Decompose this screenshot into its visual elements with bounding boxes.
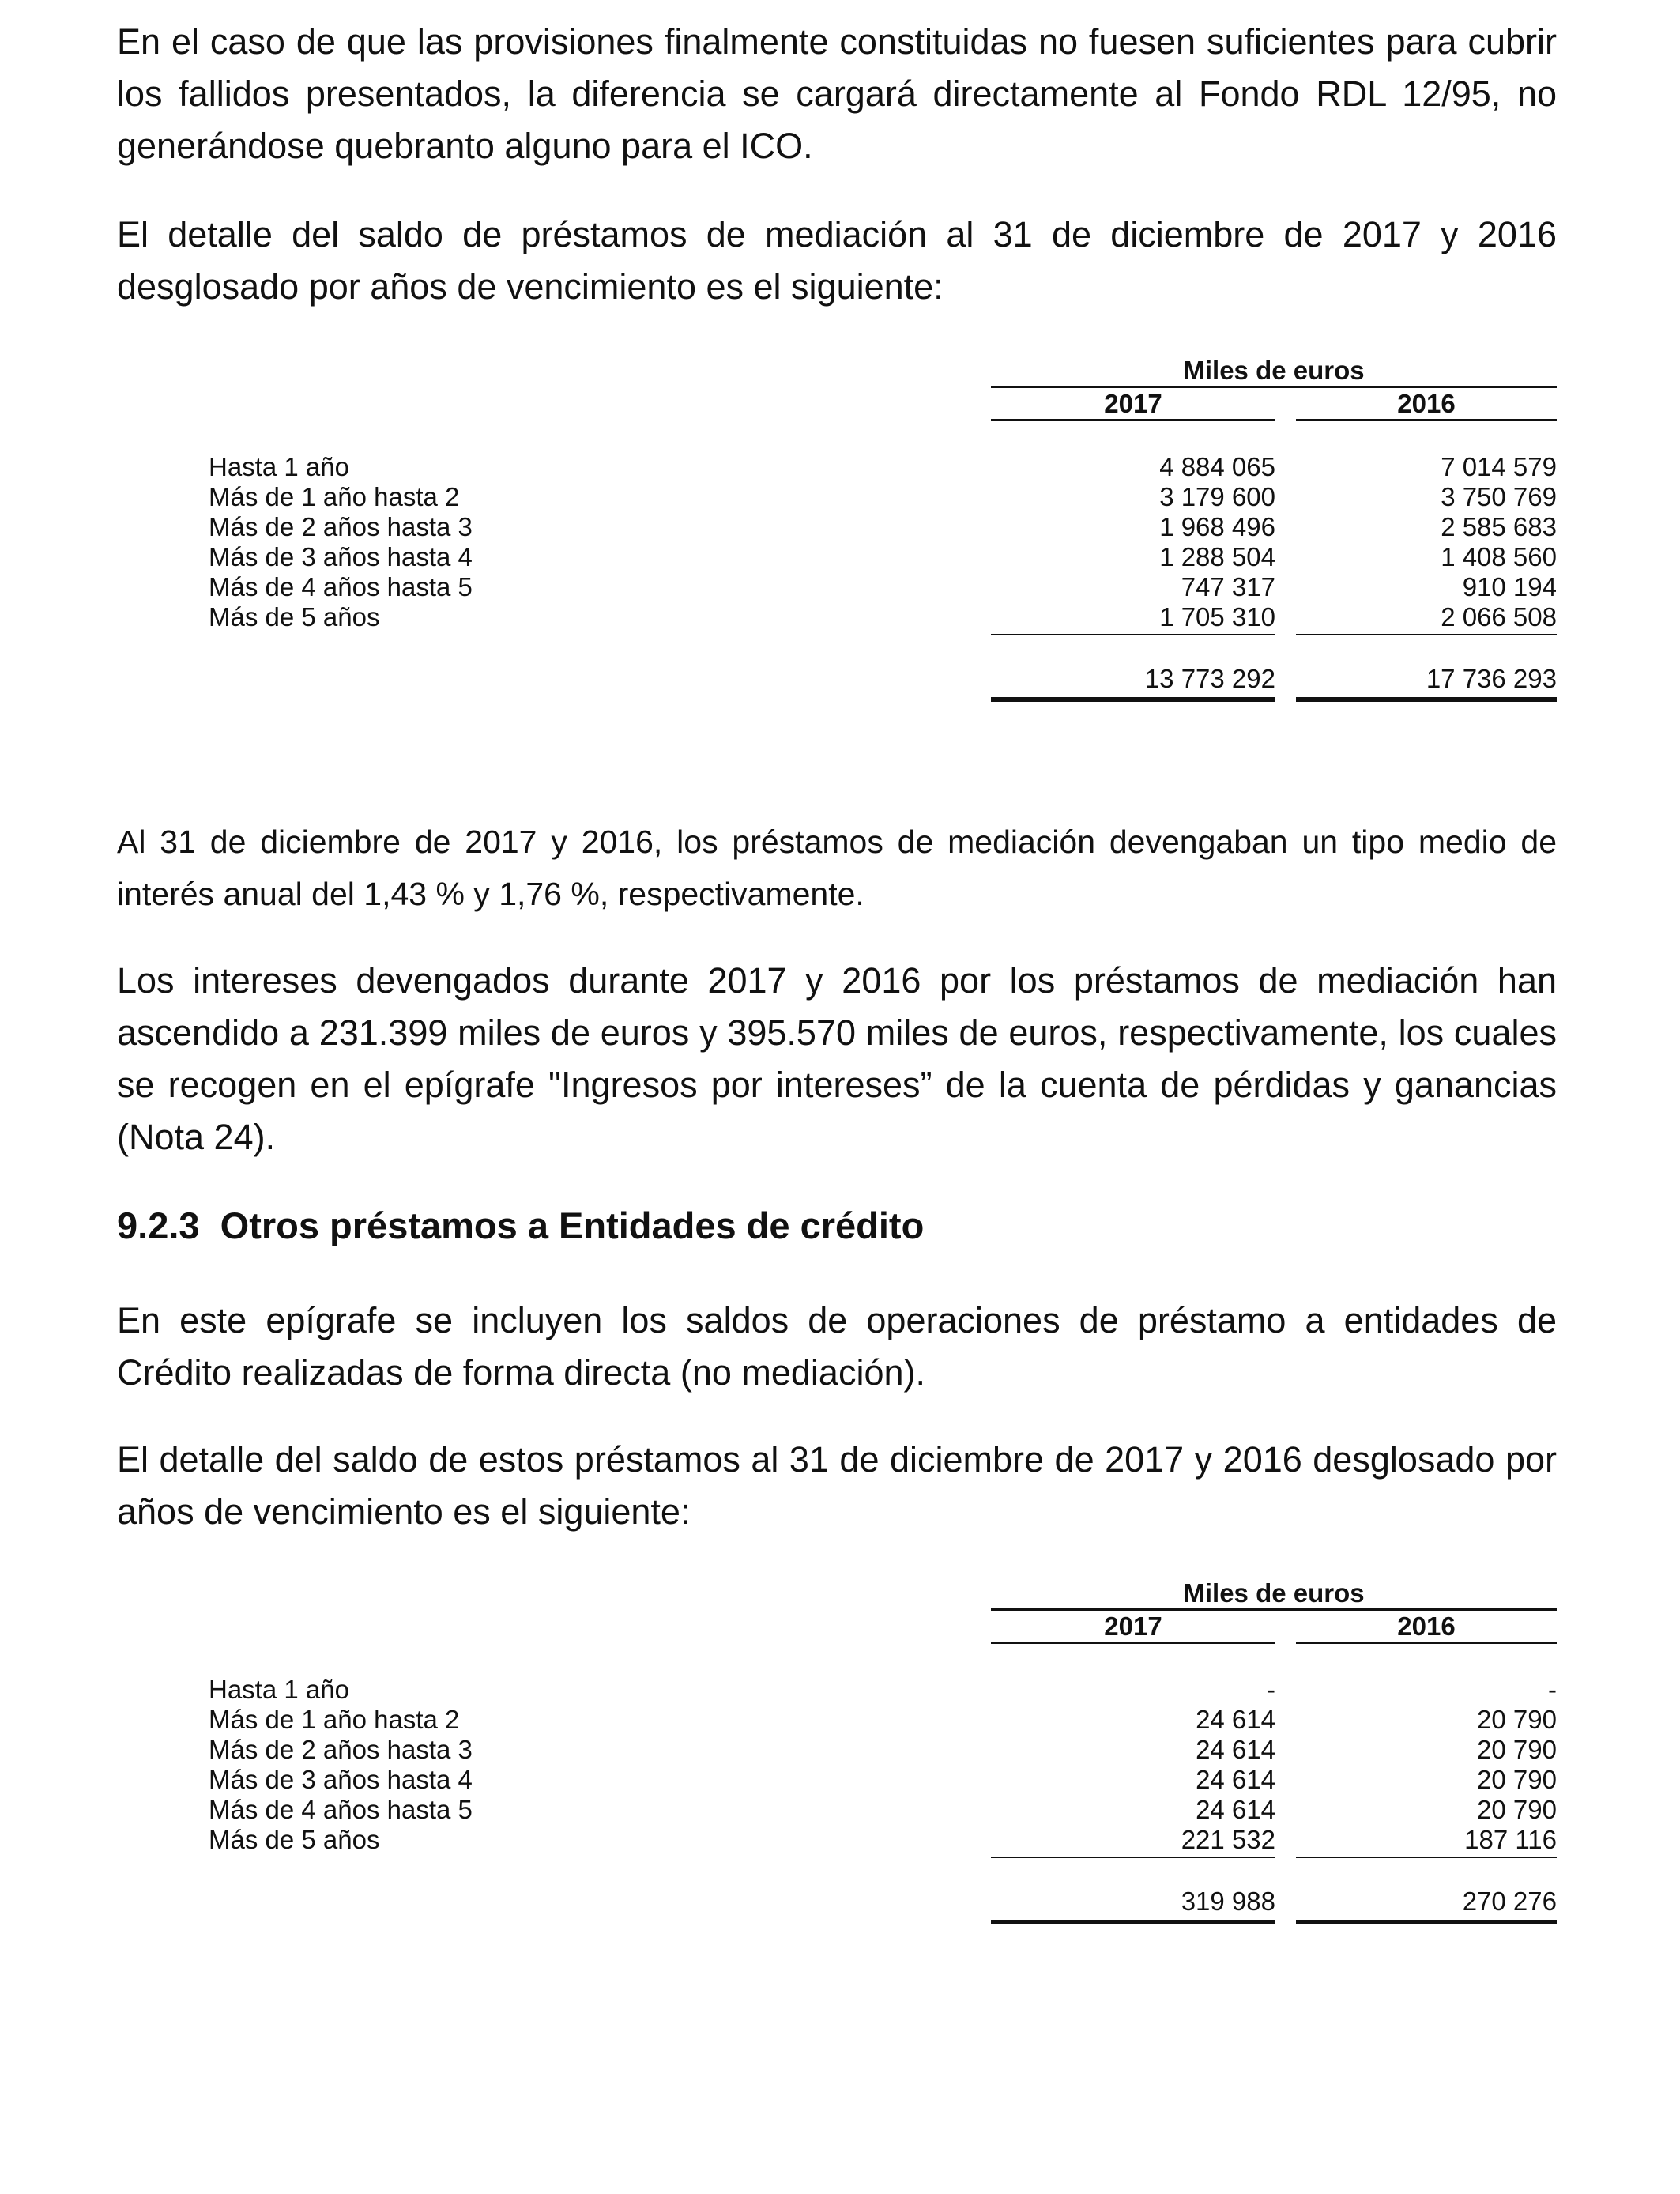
table-row [0,482,1680,512]
row-label: Más de 4 años hasta 5 [209,572,473,601]
value-2016: 187 116 [1464,1825,1557,1854]
total-double-rule-2016 [1296,1920,1557,1924]
paragraph-interest-income: Los intereses devengados durante 2017 y 2016 por los préstamos de mediación han ascendido a 231.399 miles de euros y 395.570 miles de euros, respectivamente, los cuales se recogen en el epígrafe "Ingresos por intereses” de la cuenta de pérdidas y ganancias (Nota 24). [117,960,1557,1157]
value-2016: 20 790 [1477,1765,1557,1794]
subtotal-rule-2017 [991,1857,1275,1858]
table-units-header: Miles de euros [991,356,1557,388]
table-row [0,1735,1680,1765]
value-2016: 20 790 [1477,1795,1557,1824]
paragraph-other-loans-detail: El detalle del saldo de estos préstamos al 31 de diciembre de 2017 y 2016 desglosado por años de vencimiento es el siguiente: [117,1439,1557,1532]
value-2016: 20 790 [1477,1735,1557,1764]
paragraph-mediation-intro: El detalle del saldo de préstamos de mediación al 31 de diciembre de 2017 y 2016 desglosado por años de vencimiento es el siguiente: [117,214,1557,307]
value-2017: 24 614 [1196,1765,1275,1794]
value-2016: 7 014 579 [1441,452,1557,481]
value-2017: 24 614 [1196,1795,1275,1824]
table-row [0,512,1680,542]
table-row [0,1675,1680,1705]
table-units-header: Miles de euros [991,1578,1557,1611]
table-row [0,602,1680,632]
value-2017: 24 614 [1196,1735,1275,1764]
total-double-rule-2017 [991,697,1275,702]
value-2017: 747 317 [1181,572,1275,601]
section-heading: 9.2.3 Otros préstamos a Entidades de crédito [117,1204,925,1246]
table-row [0,1795,1680,1825]
value-2017: - [1267,1675,1275,1704]
value-2016: 2 585 683 [1441,512,1557,541]
value-2016: 2 066 508 [1441,602,1557,631]
value-2017: 24 614 [1196,1705,1275,1734]
table-row [0,542,1680,572]
paragraph-provisions: En el caso de que las provisiones finalmente constituidas no fuesen suficientes para cubrir los fallidos presentados, la diferencia se cargará directamente al Fondo RDL 12/95, no generándose quebranto alguno para el ICO. [117,21,1557,166]
total-double-rule-2017 [991,1920,1275,1924]
year-header-2017: 2017 [991,1612,1275,1644]
total-2016: 270 276 [1462,1887,1557,1916]
total-double-rule-2016 [1296,697,1557,702]
total-2017: 13 773 292 [1144,664,1275,693]
row-label: Hasta 1 año [209,452,349,481]
year-header-2017: 2017 [991,389,1275,421]
value-2017: 221 532 [1181,1825,1275,1854]
value-2017: 3 179 600 [1159,482,1275,511]
value-2017: 4 884 065 [1159,452,1275,481]
value-2016: 910 194 [1462,572,1557,601]
row-label: Más de 2 años hasta 3 [209,512,473,541]
row-label: Hasta 1 año [209,1675,349,1704]
table-row [0,1765,1680,1795]
row-label: Más de 5 años [209,1825,380,1854]
total-2017: 319 988 [1181,1887,1275,1916]
value-2017: 1 288 504 [1159,542,1275,571]
subtotal-rule-2016 [1296,1857,1557,1858]
table-row [0,452,1680,482]
row-label: Más de 3 años hasta 4 [209,1765,473,1794]
value-2016: - [1548,1675,1557,1704]
row-label: Más de 3 años hasta 4 [209,542,473,571]
table-row [0,1705,1680,1735]
year-header-2016: 2016 [1296,389,1557,421]
value-2016: 20 790 [1477,1705,1557,1734]
value-2016: 1 408 560 [1441,542,1557,571]
subtotal-rule-2016 [1296,634,1557,635]
value-2017: 1 705 310 [1159,602,1275,631]
table-total-row [0,664,1680,694]
table-total-row [0,1887,1680,1917]
subtotal-rule-2017 [991,634,1275,635]
row-label: Más de 5 años [209,602,380,631]
value-2016: 3 750 769 [1441,482,1557,511]
total-2016: 17 736 293 [1426,664,1557,693]
year-header-2016: 2016 [1296,1612,1557,1644]
table-row [0,572,1680,602]
paragraph-other-loans: En este epígrafe se incluyen los saldos de operaciones de préstamo a entidades de Crédito realizadas de forma directa (no mediación). [117,1300,1557,1393]
paragraph-interest-rate: Al 31 de diciembre de 2017 y 2016, los préstamos de mediación devengaban un tipo medio de interés anual del 1,43 % y 1,76 %, respectivamente. [117,824,1557,912]
row-label: Más de 1 año hasta 2 [209,482,460,511]
table-row [0,1825,1680,1855]
value-2017: 1 968 496 [1159,512,1275,541]
row-label: Más de 2 años hasta 3 [209,1735,473,1764]
row-label: Más de 4 años hasta 5 [209,1795,473,1824]
row-label: Más de 1 año hasta 2 [209,1705,460,1734]
